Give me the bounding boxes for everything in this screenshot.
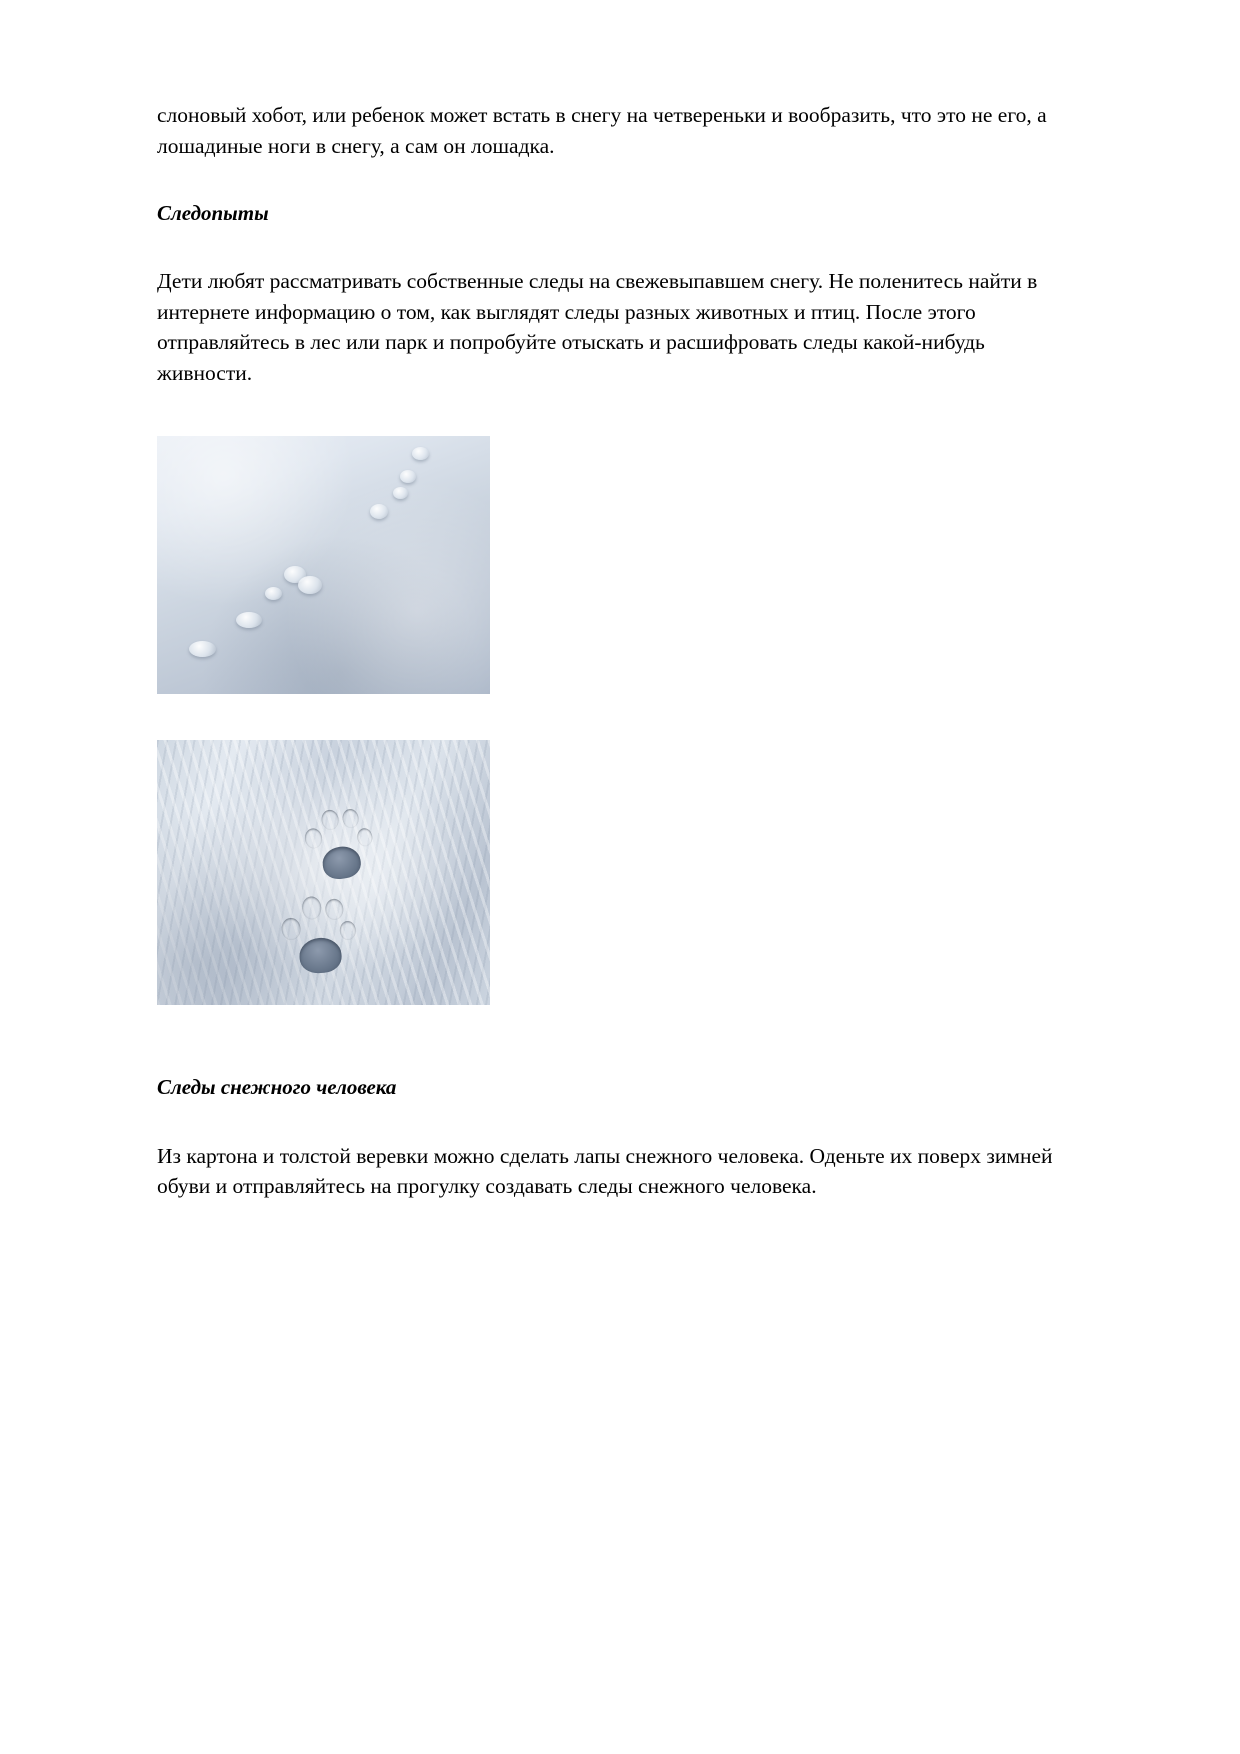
- toe-pad: [320, 809, 340, 831]
- toe-pad: [281, 918, 301, 941]
- paragraph-intro: слоновый хобот, или ребенок может встать в снегу на четвереньки и вообразить, что это не его, а лошадиные ноги в снегу, а сам он лошадка.: [157, 103, 1047, 158]
- paw-print-upper: [297, 801, 379, 888]
- toe-pad: [356, 828, 373, 848]
- toe-pad: [325, 899, 344, 921]
- spacer: [157, 1051, 1085, 1073]
- paw-print-lower: [277, 890, 361, 979]
- animal-paw-prints-in-snow-photo: [157, 740, 490, 1005]
- spacer: [157, 1129, 1085, 1141]
- document-content: [157, 100, 1085, 1228]
- heading-trackers: Следопыты: [157, 201, 269, 226]
- heading-yeti-tracks: Следы снежного человека: [157, 1075, 397, 1100]
- toe-pad: [339, 921, 356, 941]
- spacer: [157, 254, 1085, 266]
- spacer: [157, 414, 1085, 436]
- main-pad: [298, 937, 342, 975]
- paragraph-trackers-body: Дети любят рассматривать собственные следы на свежевыпавшем снегу. Не поленитесь найти в интернете информацию о том, как выглядят следы разных животных и птиц. После этого отправляйтесь в лес или парк и попробуйте отыскать и расшифровать следы какой-нибудь живности.: [157, 269, 1038, 385]
- spacer: [157, 718, 1085, 740]
- toe-pad: [304, 828, 324, 850]
- bird-tracks-in-snow-photo: [157, 436, 490, 694]
- main-pad: [321, 845, 363, 882]
- toe-pad: [301, 896, 322, 920]
- toe-pad: [341, 808, 359, 829]
- spacer: [157, 187, 1085, 199]
- paragraph-yeti-body: Из картона и толстой веревки можно сделать лапы снежного человека. Оденьте их поверх зимней обуви и отправляйтесь на прогулку создавать следы снежного человека.: [157, 1143, 1053, 1199]
